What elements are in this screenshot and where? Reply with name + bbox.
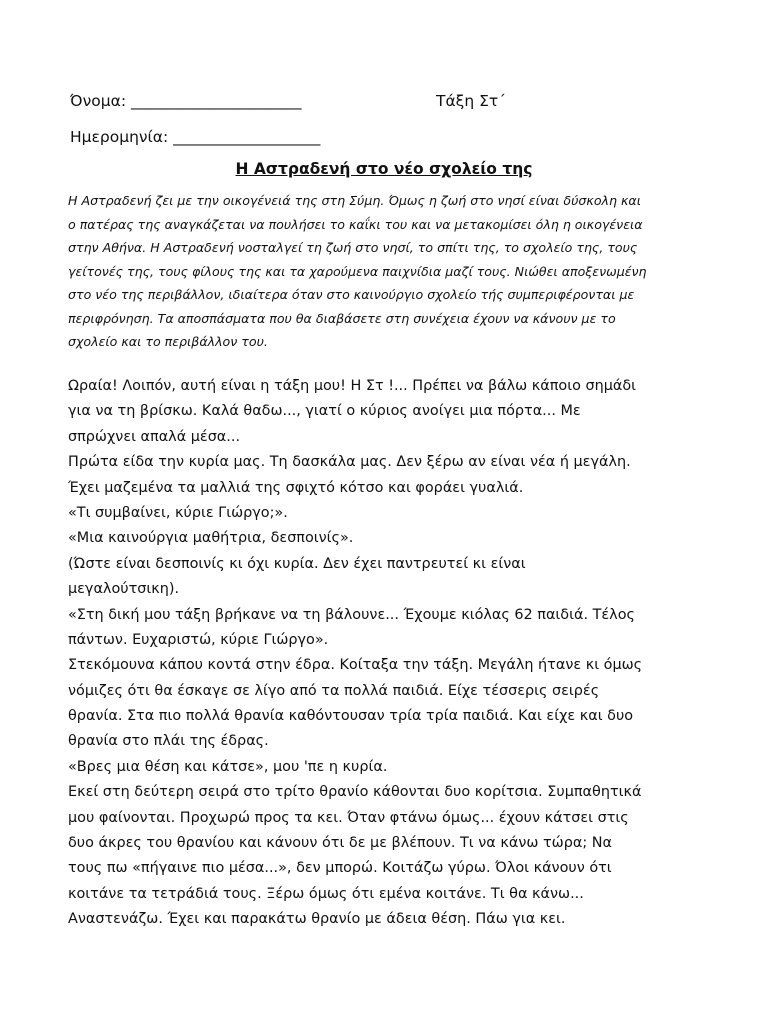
- story-line: θρανία στο πλάι της έδρας.: [68, 733, 269, 750]
- class-label: Τάξη Στ΄: [436, 92, 506, 110]
- story-line: μεγαλούτσικη).: [68, 581, 180, 598]
- story-line: κοιτάνε τα τετράδιά τους. Ξέρω όμως ότι εμένα κοιτάνε. Τι θα κάνω...: [68, 885, 584, 902]
- story-line: θρανία. Στα πιο πολλά θρανία καθόντουσαν τρία τρία παιδιά. Και είχε και δυο: [68, 708, 634, 725]
- story-line: Έχει μαζεμένα τα μαλλιά της σφιχτό κότσο και φοράει γυαλιά.: [68, 479, 524, 496]
- name-field-label: Όνομα: ______________________: [70, 92, 302, 110]
- story-line: (Ώστε είναι δεσποινίς κι όχι κυρία. Δεν έχει παντρευτεί κι είναι: [68, 555, 526, 572]
- story-line: Πρώτα είδα την κυρία μας. Τη δασκάλα μας. Δεν ξέρω αν είναι νέα ή μεγάλη.: [68, 454, 631, 471]
- story-line: Αναστενάζω. Έχει και παρακάτω θρανίο με άδεια θέση. Πάω για κει.: [68, 911, 566, 928]
- story-line: νόμιζες ότι θα έσκαγε σε λίγο από τα πολλά παιδιά. Είχε τέσσερις σειρές: [68, 682, 600, 699]
- intro-line: ο πατέρας της αναγκάζεται να πουλήσει το καΐκι του και να μετακομίσει όλη η οικογένεια: [68, 216, 643, 232]
- story-line: πάντων. Ευχαριστώ, κύριε Γιώργο».: [68, 631, 329, 648]
- story-line: Ωραία! Λοιπόν, αυτή είναι η τάξη μου! Η Στ !... Πρέπει να βάλω κάποιο σημάδι: [68, 378, 637, 394]
- story-line: για να τη βρίσκω. Καλά θαδω..., γιατί ο κύριος ανοίγει μια πόρτα... Με: [68, 403, 581, 420]
- intro-line: περιφρόνηση. Τα αποσπάσματα που θα διαβάσετε στη συνέχεια έχουν να κάνουν με το: [68, 310, 616, 326]
- document-title: Η Αστραδενή στο νέο σχολείο της: [235, 160, 533, 178]
- intro-paragraph: [68, 189, 708, 354]
- story-line: «Στη δική μου τάξη βρήκανε να τη βάλουνε... Έχουμε κιόλας 62 παιδιά. Τέλος: [68, 606, 635, 623]
- story-line: μου φαίνονται. Προχωρώ προς τα κει. Όταν φτάνω όμως... έχουν κάτσει στις: [68, 809, 629, 826]
- intro-line: Η Αστραδενή ζει με την οικογένειά της στη Σύμη. Όμως η ζωή στο νησί είναι δύσκολη και: [68, 193, 641, 208]
- date-field-label: Ημερομηνία: ___________________: [70, 128, 321, 146]
- story-line: «Τι συμβαίνει, κύριε Γιώργο;».: [68, 504, 288, 521]
- story-line: Στεκόμουνα κάπου κοντά στην έδρα. Κοίταξα την τάξη. Μεγάλη ήτανε κι όμως: [68, 657, 643, 674]
- intro-line: γείτονές της, τους φίλους της και τα χαρούμενα παιχνίδια μαζί τους. Νιώθει αποξενωμένη: [68, 263, 647, 279]
- story-line: σπρώχνει απαλά μέσα...: [68, 428, 241, 445]
- story-text: [68, 374, 718, 933]
- story-line: «Μια καινούργια μαθήτρια, δεσποινίς».: [68, 530, 354, 547]
- story-line: τους πω «πήγαινε πιο μέσα...», δεν μπορώ. Κοιτάζω γύρω. Όλοι κάνουν ότι: [68, 860, 612, 877]
- intro-line: σχολείο και το περιβάλλον του.: [68, 334, 268, 349]
- story-line: «Βρες μια θέση και κάτσε», μου 'πε η κυρία.: [68, 758, 388, 775]
- story-line: δυο άκρες του θρανίου και κάνουν ότι δε με βλέπουν. Τι να κάνω τώρα; Να: [68, 835, 612, 852]
- intro-line: στο νέο της περιβάλλον, ιδιαίτερα όταν στο καινούργιο σχολείο τής συμπεριφέρονται με: [68, 287, 635, 302]
- intro-line: στην Αθήνα. Η Αστραδενή νοσταλγεί τη ζωή στο νησί, το σπίτι της, το σχολείο της, τους: [68, 240, 638, 255]
- story-line: Εκεί στη δεύτερη σειρά στο τρίτο θρανίο κάθονται δυο κορίτσια. Συμπαθητικά: [68, 784, 642, 801]
